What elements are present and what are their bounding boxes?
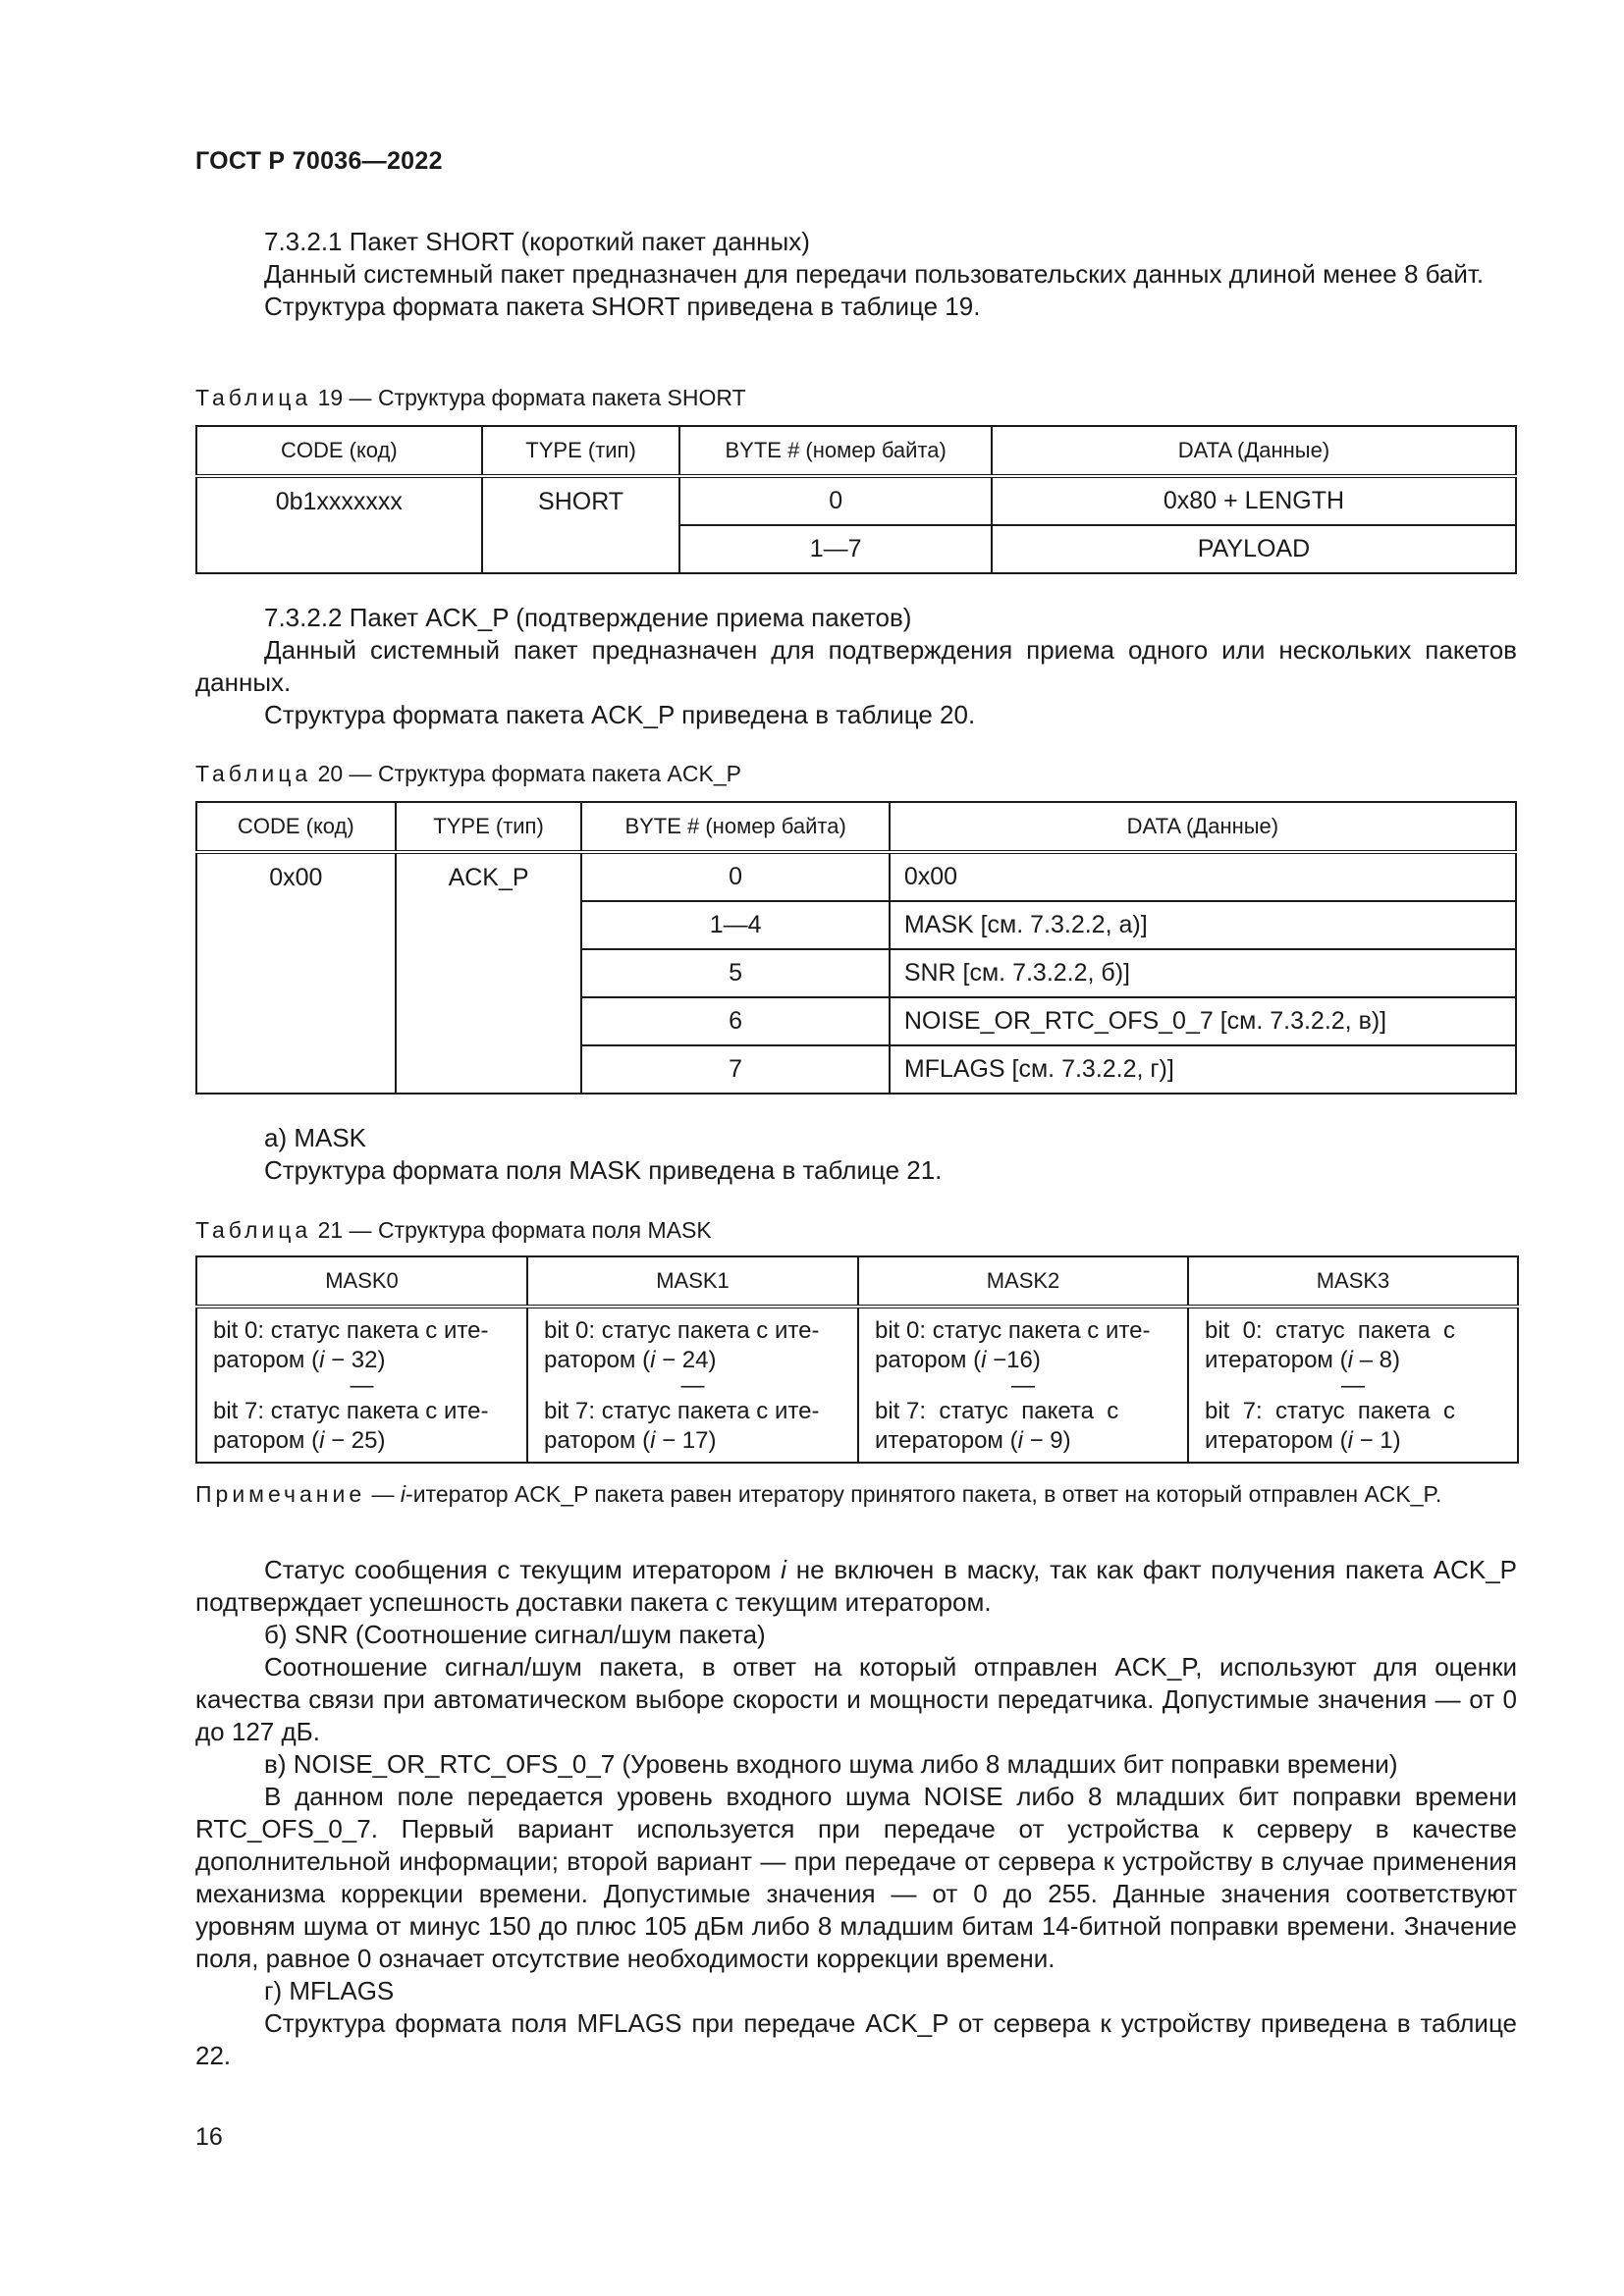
table-21-caption bbox=[195, 1215, 1517, 1245]
table-note bbox=[195, 1478, 1517, 1510]
paragraph: Данный системный пакет предназначен для передачи пользовательских данных длиной менее 8 байт. bbox=[264, 259, 1485, 289]
byte-cell: 7 bbox=[581, 1045, 889, 1094]
dash: — bbox=[1341, 1372, 1365, 1399]
byte-cell: 1—4 bbox=[581, 901, 889, 949]
caption-word: Таблица bbox=[195, 385, 312, 410]
bit7-line: bit 7: статус пакета с ите- bbox=[544, 1398, 820, 1424]
iterator: i bbox=[1347, 1347, 1353, 1373]
text: − 25) bbox=[324, 1427, 386, 1454]
table-21 bbox=[195, 1255, 1517, 1464]
text: итератором ( bbox=[1205, 1427, 1348, 1454]
paragraph bbox=[195, 1554, 1517, 1619]
text: − 9) bbox=[1022, 1427, 1071, 1454]
mask-cell bbox=[527, 1307, 858, 1463]
data-cell: 0x80 + LENGTH bbox=[992, 476, 1516, 525]
bit0-line: bit 0: статус пакета с ите- bbox=[875, 1317, 1151, 1344]
byte-cell: 6 bbox=[581, 997, 889, 1045]
table-20 bbox=[195, 801, 1517, 1095]
bit0-line: bit 0: статус пакета с ите- bbox=[213, 1317, 489, 1344]
subsection-title: б) SNR (Соотношение сигнал/шум пакета) bbox=[264, 1620, 766, 1649]
table-header-row bbox=[196, 426, 1516, 476]
text: ратором ( bbox=[213, 1427, 320, 1454]
caption-word: Таблица bbox=[195, 1217, 312, 1243]
table-row bbox=[196, 1307, 1518, 1463]
text: итератором ( bbox=[875, 1427, 1018, 1454]
caption-text: 20 — Структура формата пакета ACK_P bbox=[317, 761, 741, 786]
paragraph: Данный системный пакет предназначен для подтверждения приема одного или нескольких пакетов данных. bbox=[195, 635, 1517, 697]
table-header-row bbox=[196, 1256, 1518, 1307]
text: ратором ( bbox=[544, 1347, 651, 1373]
document-header: ГОСТ Р 70036—2022 bbox=[195, 147, 443, 175]
table-row bbox=[196, 476, 1516, 525]
section-mask bbox=[195, 1122, 1517, 1187]
iterator: i bbox=[319, 1427, 325, 1454]
type-cell: ACK_P bbox=[396, 852, 582, 1094]
bit0-line: bit 0: статус пакета с bbox=[1205, 1317, 1455, 1344]
byte-cell: 5 bbox=[581, 949, 889, 997]
section-title: 7.3.2.1 Пакет SHORT (короткий пакет данных) bbox=[264, 227, 810, 256]
paragraph: Структура формата поля MASK приведена в таблице 21. bbox=[264, 1155, 943, 1185]
caption-word: Таблица bbox=[195, 761, 312, 786]
table-row bbox=[196, 852, 1516, 901]
mask-cell bbox=[196, 1307, 527, 1463]
code-cell: 0b1xxxxxxx bbox=[196, 476, 482, 573]
table-19 bbox=[195, 425, 1517, 574]
paragraph: Структура формата пакета SHORT приведена в таблице 19. bbox=[264, 292, 981, 321]
text: ратором ( bbox=[544, 1427, 651, 1454]
section-title: а) MASK bbox=[264, 1123, 367, 1152]
header-cell: MASK0 bbox=[196, 1256, 527, 1307]
subsection-title: г) MFLAGS bbox=[264, 1976, 395, 2005]
header-cell: BYTE # (номер байта) bbox=[679, 426, 991, 476]
table-19-caption bbox=[195, 383, 1517, 412]
header-cell: MASK3 bbox=[1188, 1256, 1518, 1307]
text: − 32) bbox=[324, 1347, 386, 1373]
header-cell: DATA (Данные) bbox=[992, 426, 1516, 476]
header-cell: TYPE (тип) bbox=[482, 426, 680, 476]
note-word: Примечание bbox=[195, 1481, 366, 1507]
text: – 8) bbox=[1352, 1347, 1400, 1373]
body-text bbox=[195, 1554, 1517, 2072]
bit7-line: bit 7: статус пакета с ите- bbox=[213, 1398, 489, 1424]
paragraph: В данном поле передается уровень входного шума NOISE либо 8 младших бит поправки времени RTC_OFS_0_7. Первый вариант используется при передаче от устройства к серверу в качестве дополнительной информации; второй вариант — при передаче от сервера к устройству в случае применения механизма коррекции времени. Допустимые значения — от 0 до 255. Данные значения соответствуют уровням шума от минус 150 до плюс 105 дБм либо 8 младшим битам 14-битной поправки времени. Значение поля, равное 0 означает отсутствие необходимости коррекции времени. bbox=[195, 1782, 1517, 1973]
iterator: i bbox=[319, 1347, 325, 1373]
paragraph: Структура формата поля MFLAGS при передаче ACK_P от сервера к устройству приведена в таблице 22. bbox=[195, 2008, 1517, 2070]
iterator: i bbox=[650, 1347, 656, 1373]
table-20-caption bbox=[195, 759, 1517, 788]
paragraph: Соотношение сигнал/шум пакета, в ответ на который отправлен ACK_P, используют для оценки качества связи при автоматическом выборе скорости и мощности передатчика. Допустимые значения — от 0 до 127 дБ. bbox=[195, 1652, 1517, 1746]
text: ратором ( bbox=[875, 1347, 982, 1373]
note-dash: — bbox=[365, 1481, 401, 1507]
bit0-line: bit 0: статус пакета с ите- bbox=[544, 1317, 820, 1344]
header-cell: BYTE # (номер байта) bbox=[581, 802, 889, 852]
bit7-line: bit 7: статус пакета с bbox=[875, 1398, 1119, 1424]
data-cell: PAYLOAD bbox=[992, 525, 1516, 573]
dash: — bbox=[350, 1372, 374, 1399]
data-cell: 0x00 bbox=[890, 852, 1516, 901]
note-iterator: i bbox=[400, 1481, 406, 1507]
iterator: i bbox=[1347, 1427, 1353, 1454]
text: − 17) bbox=[655, 1427, 717, 1454]
iterator: i bbox=[650, 1427, 656, 1454]
data-cell: SNR [см. 7.3.2.2, б)] bbox=[890, 949, 1516, 997]
text: не включен в маску, так как факт получения пакета ACK_P подтверждает успешность доставки пакета с текущим итератором. bbox=[195, 1555, 1517, 1617]
iterator: i bbox=[781, 1555, 786, 1584]
text: − 24) bbox=[655, 1347, 717, 1373]
section-ack-p bbox=[195, 602, 1517, 731]
header-cell: TYPE (тип) bbox=[396, 802, 582, 852]
iterator: i bbox=[1017, 1427, 1023, 1454]
caption-text: 21 — Структура формата поля MASK bbox=[317, 1217, 712, 1243]
text: − 1) bbox=[1352, 1427, 1401, 1454]
header-cell: CODE (код) bbox=[196, 426, 482, 476]
data-cell: MASK [см. 7.3.2.2, а)] bbox=[890, 901, 1516, 949]
iterator: i bbox=[981, 1347, 987, 1373]
byte-cell: 0 bbox=[581, 852, 889, 901]
text: ратором ( bbox=[213, 1347, 320, 1373]
dash: — bbox=[680, 1372, 705, 1399]
section-short bbox=[195, 226, 1517, 323]
paragraph: Структура формата пакета ACK_P приведена в таблице 20. bbox=[264, 700, 976, 729]
header-cell: MASK2 bbox=[858, 1256, 1188, 1307]
subsection-title: в) NOISE_OR_RTC_OFS_0_7 (Уровень входного шума либо 8 младших бит поправки времени) bbox=[264, 1749, 1398, 1779]
section-title: 7.3.2.2 Пакет ACK_P (подтверждение приема пакетов) bbox=[264, 603, 912, 632]
header-cell: DATA (Данные) bbox=[890, 802, 1516, 852]
data-cell: NOISE_OR_RTC_OFS_0_7 [см. 7.3.2.2, в)] bbox=[890, 997, 1516, 1045]
text: Статус сообщения с текущим итератором bbox=[264, 1555, 782, 1584]
code-cell: 0x00 bbox=[196, 852, 396, 1094]
text: итератором ( bbox=[1205, 1347, 1348, 1373]
mask-cell bbox=[1188, 1307, 1518, 1463]
byte-cell: 1—7 bbox=[679, 525, 991, 573]
dash: — bbox=[1011, 1372, 1035, 1399]
bit7-line: bit 7: статус пакета с bbox=[1205, 1398, 1455, 1424]
type-cell: SHORT bbox=[482, 476, 680, 573]
header-cell: MASK1 bbox=[527, 1256, 858, 1307]
data-cell: MFLAGS [см. 7.3.2.2, г)] bbox=[890, 1045, 1516, 1094]
table-header-row bbox=[196, 802, 1516, 852]
caption-text: 19 — Структура формата пакета SHORT bbox=[317, 385, 746, 410]
page-number: 16 bbox=[195, 2123, 223, 2151]
note-text: -итератор ACK_P пакета равен итератору принятого пакета, в ответ на который отправлен ACK_P. bbox=[406, 1481, 1442, 1507]
text: −16) bbox=[986, 1347, 1041, 1373]
byte-cell: 0 bbox=[679, 476, 991, 525]
header-cell: CODE (код) bbox=[196, 802, 396, 852]
mask-cell bbox=[858, 1307, 1188, 1463]
